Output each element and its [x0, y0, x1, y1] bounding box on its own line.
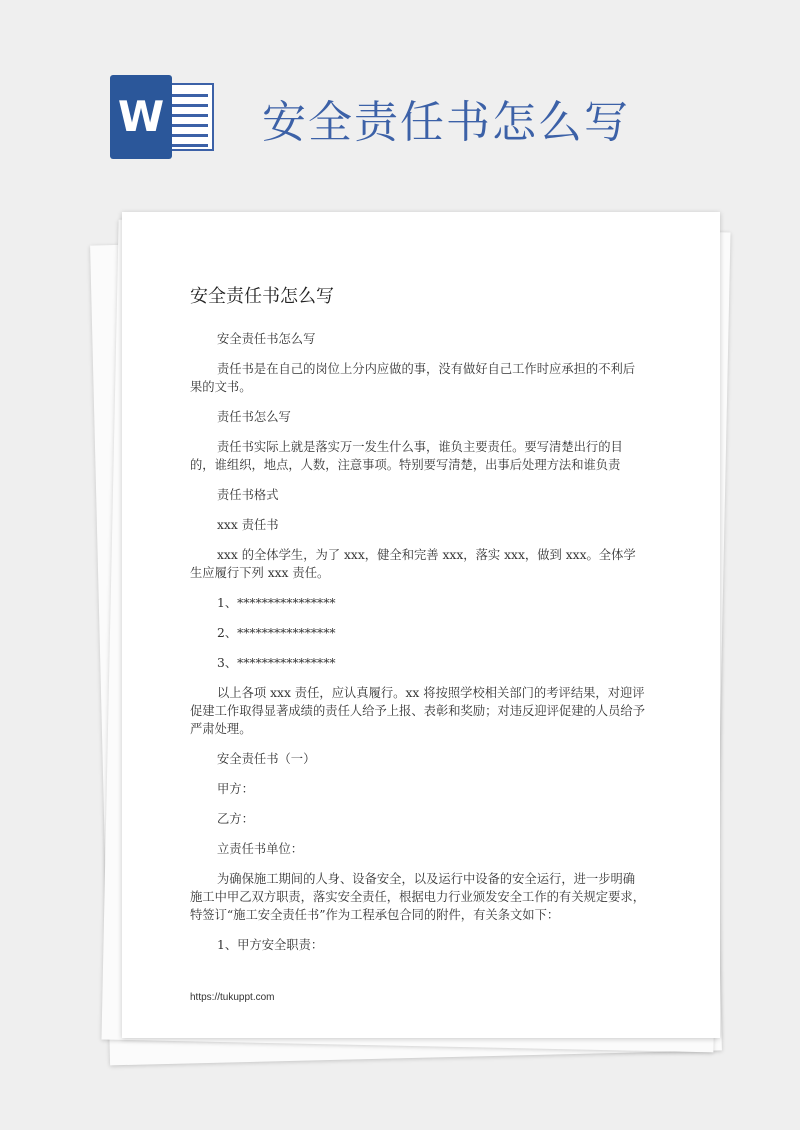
- paragraph: 乙方：: [217, 812, 254, 826]
- list-item: 1、****************: [217, 596, 336, 610]
- paragraph: 责任书怎么写: [217, 410, 291, 424]
- list-item: 3、****************: [217, 656, 336, 670]
- paragraph: xxx 责任书: [217, 518, 279, 532]
- header: [0, 0, 800, 200]
- document-body: [190, 330, 645, 954]
- document-page: [122, 212, 720, 1038]
- paragraph: 甲方：: [217, 782, 254, 796]
- paragraph: 立责任书单位：: [217, 842, 304, 856]
- paragraph: 责任书实际上就是落实万一发生什么事，谁负主要责任。要写清楚出行的目的，谁组织，地点，人数，注意事项。特别要写清楚，出事后处理方法和谁负责: [190, 440, 623, 472]
- paragraph: 为确保施工期间的人身、设备安全，以及运行中设备的安全运行，进一步明确施工中甲乙双方职责，落实安全责任，根据电力行业颁发安全工作的有关规定要求，特签订“施工安全责任书”作为工程承包合同的附件，有关条文如下：: [190, 872, 645, 922]
- paragraph: 1、甲方安全职责：: [217, 938, 324, 952]
- page-title: 安全责任书怎么写: [262, 97, 630, 148]
- paragraph: 责任书是在自己的岗位上分内应做的事，没有做好自己工作时应承担的不利后果的文书。: [190, 362, 636, 394]
- paragraph: 安全责任书怎么写: [217, 332, 316, 346]
- paragraph: 责任书格式: [217, 488, 279, 502]
- footer-url: https://tukuppt.com: [190, 992, 275, 1003]
- word-document-icon: [110, 75, 214, 159]
- list-item: 2、****************: [217, 626, 336, 640]
- paragraph: 以上各项 xxx 责任，应认真履行。xx 将按照学校相关部门的考评结果，对迎评促建工作取得显著成绩的责任人给予上报、表彰和奖励；对违反迎评促建的人员给予严肃处理。: [190, 686, 645, 736]
- document-title: 安全责任书怎么写: [190, 286, 334, 307]
- word-badge: W: [110, 75, 172, 159]
- paragraph: xxx 的全体学生，为了 xxx，健全和完善 xxx，落实 xxx，做到 xxx。全体学生应履行下列 xxx 责任。: [190, 548, 636, 580]
- paragraph: 安全责任书（一）: [217, 752, 316, 766]
